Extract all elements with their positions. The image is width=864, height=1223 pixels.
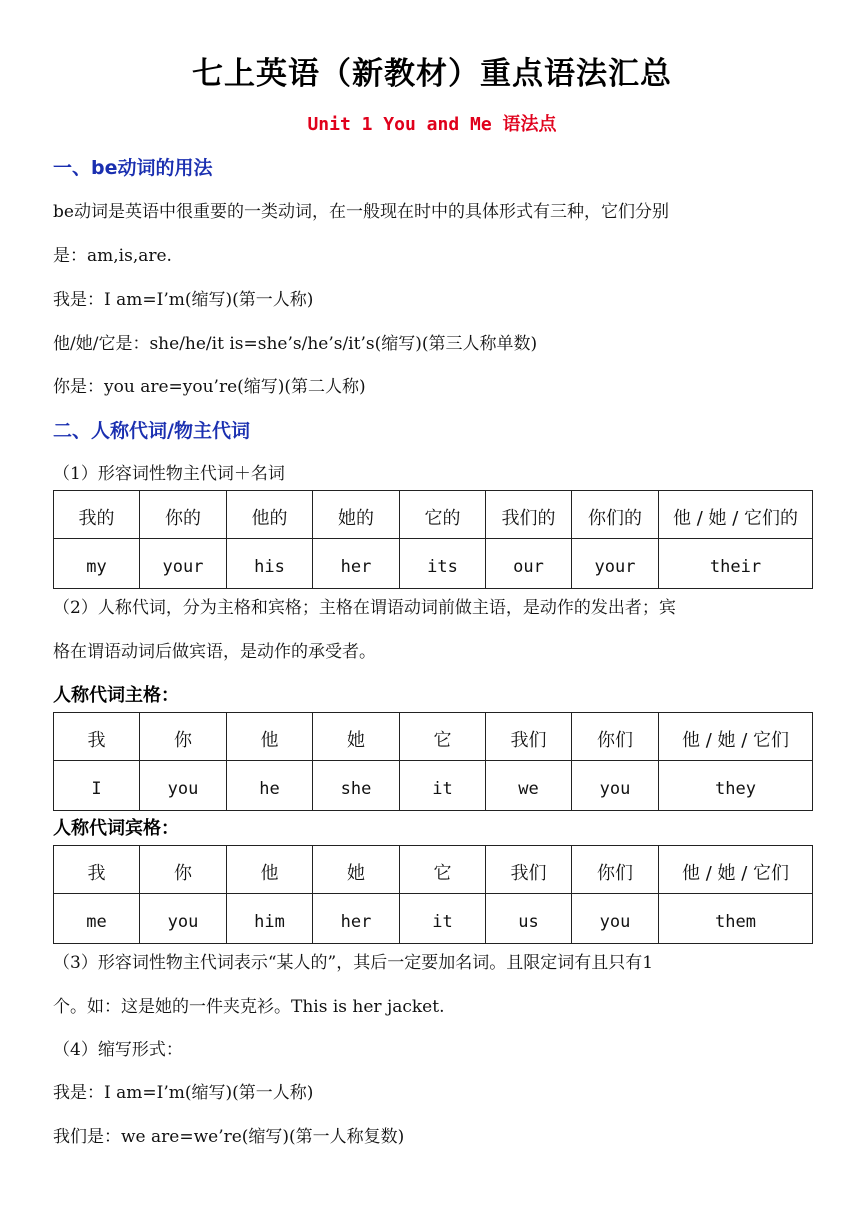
table-cell: 你 xyxy=(140,846,227,894)
table-cell: her xyxy=(313,894,400,944)
subject-pronoun-heading: 人称代词主格： xyxy=(53,685,179,706)
possessive-pronoun-table xyxy=(53,490,813,589)
table-cell: 我的 xyxy=(54,491,140,539)
section1-paragraph-line2: 是：am,is,are. xyxy=(53,246,172,266)
table-cell: 我们的 xyxy=(486,491,572,539)
table-cell: 我 xyxy=(54,713,140,761)
table-cell: 它 xyxy=(400,713,486,761)
table-cell: you xyxy=(572,761,659,811)
table-cell: 我 xyxy=(54,846,140,894)
object-pronoun-table xyxy=(53,845,813,944)
table-cell: 他 / 她 / 它们 xyxy=(659,846,813,894)
table-cell: you xyxy=(572,894,659,944)
section2-item2-line1: （2）人称代词，分为主格和宾格；主格在谓语动词前做主语，是动作的发出者；宾 xyxy=(53,598,676,618)
table-cell: 我们 xyxy=(486,713,572,761)
table-cell: 她 xyxy=(313,713,400,761)
table-row xyxy=(54,846,813,894)
table-cell: their xyxy=(659,539,813,589)
section2-item1: （1）形容词性物主代词＋名词 xyxy=(53,464,285,484)
section2-item3-line2: 个。如：这是她的一件夹克衫。This is her jacket. xyxy=(53,997,445,1017)
table-cell: 他 / 她 / 它们 xyxy=(659,713,813,761)
table-cell: your xyxy=(572,539,659,589)
table-cell: 它的 xyxy=(400,491,486,539)
table-cell: him xyxy=(227,894,313,944)
table-cell: you xyxy=(140,761,227,811)
table-cell: them xyxy=(659,894,813,944)
table-cell: 你们 xyxy=(572,713,659,761)
table-cell: 你的 xyxy=(140,491,227,539)
table-row xyxy=(54,491,813,539)
be-second-person-line: 你是：you are=you’re(缩写)(第二人称) xyxy=(53,377,366,397)
table-row xyxy=(54,761,813,811)
table-cell: you xyxy=(140,894,227,944)
table-cell: 他 xyxy=(227,713,313,761)
table-cell: 他 xyxy=(227,846,313,894)
table-cell: my xyxy=(54,539,140,589)
table-cell: 你们 xyxy=(572,846,659,894)
subject-pronoun-table xyxy=(53,712,813,811)
object-pronoun-heading: 人称代词宾格： xyxy=(53,818,179,839)
table-cell: it xyxy=(400,894,486,944)
section1-paragraph-line1: be动词是英语中很重要的一类动词，在一般现在时中的具体形式有三种，它们分别 xyxy=(53,202,669,222)
table-cell: they xyxy=(659,761,813,811)
table-cell: he xyxy=(227,761,313,811)
table-row xyxy=(54,539,813,589)
section1-heading: 一、be动词的用法 xyxy=(53,157,213,179)
table-cell: I xyxy=(54,761,140,811)
table-cell: your xyxy=(140,539,227,589)
table-cell: 你 xyxy=(140,713,227,761)
table-cell: its xyxy=(400,539,486,589)
table-cell: 她的 xyxy=(313,491,400,539)
section2-item3-line1: （3）形容词性物主代词表示“某人的”，其后一定要加名词。且限定词有且只有1 xyxy=(53,953,654,973)
table-cell: it xyxy=(400,761,486,811)
table-cell: 他 / 她 / 它们的 xyxy=(659,491,813,539)
table-cell: me xyxy=(54,894,140,944)
be-third-person-line: 他/她/它是：she/he/it is=she’s/he’s/it’s(缩写)(第三人称单数) xyxy=(53,334,538,354)
page-title: 七上英语（新教材）重点语法汇总 xyxy=(192,56,672,92)
table-cell: 它 xyxy=(400,846,486,894)
table-cell: her xyxy=(313,539,400,589)
table-cell: 我们 xyxy=(486,846,572,894)
table-cell: 你们的 xyxy=(572,491,659,539)
be-first-person-line: 我是：I am=I’m(缩写)(第一人称) xyxy=(53,290,314,310)
table-cell: 她 xyxy=(313,846,400,894)
section2-heading: 二、人称代词/物主代词 xyxy=(53,420,250,442)
table-row xyxy=(54,713,813,761)
section2-item4: （4）缩写形式： xyxy=(53,1040,183,1060)
table-cell: our xyxy=(486,539,572,589)
table-cell: 他的 xyxy=(227,491,313,539)
abbreviation-line1: 我是：I am=I’m(缩写)(第一人称) xyxy=(53,1083,314,1103)
section2-item2-line2: 格在谓语动词后做宾语，是动作的承受者。 xyxy=(53,642,376,662)
table-cell: his xyxy=(227,539,313,589)
table-cell: she xyxy=(313,761,400,811)
table-row xyxy=(54,894,813,944)
table-cell: us xyxy=(486,894,572,944)
page-subtitle: Unit 1 You and Me 语法点 xyxy=(307,114,557,135)
table-cell: we xyxy=(486,761,572,811)
abbreviation-line2: 我们是：we are=we’re(缩写)(第一人称复数) xyxy=(53,1127,405,1147)
